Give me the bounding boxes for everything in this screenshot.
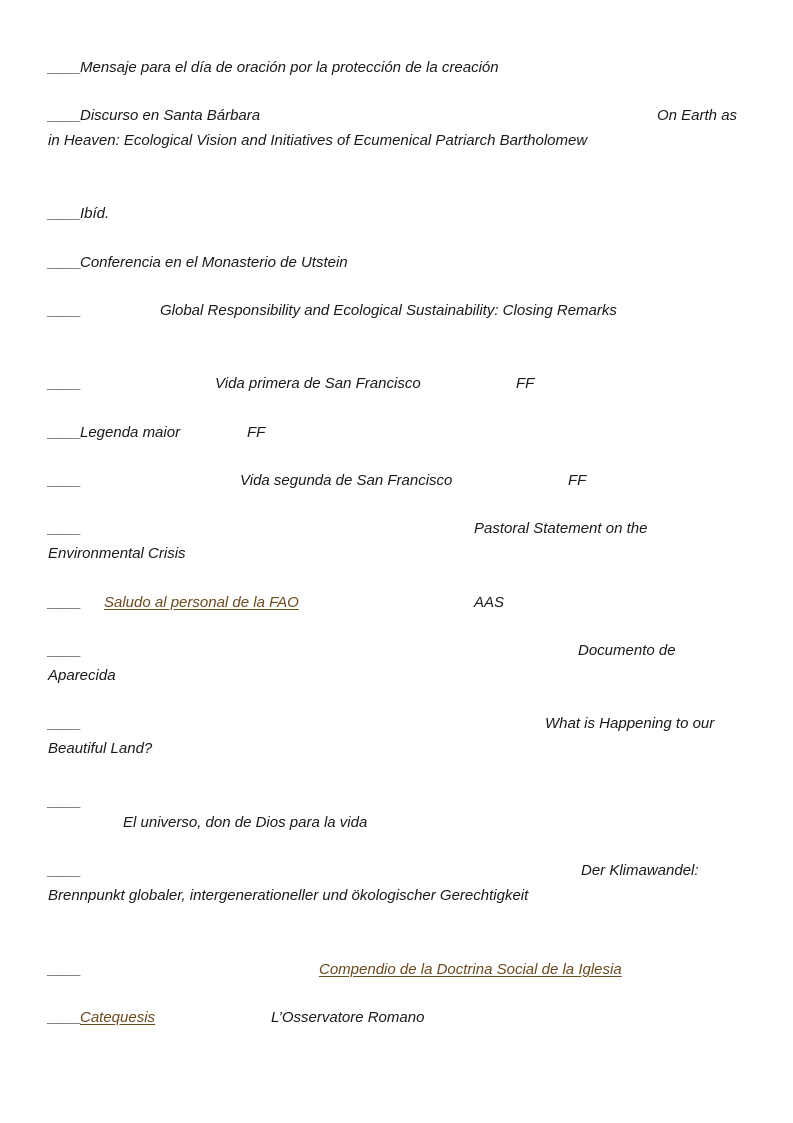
catechesis-link[interactable]: Catequesis <box>80 1009 156 1026</box>
note-blank: ____ <box>48 424 82 441</box>
note-blank: ____ <box>48 59 82 76</box>
note-source: FF <box>247 424 266 441</box>
fao-address-link[interactable]: Saludo al personal de la FAO <box>104 594 299 611</box>
note-blank: ____ <box>48 205 82 222</box>
note-title-continued: Beautiful Land? <box>48 740 153 757</box>
note-title-continued: Aparecida <box>48 667 116 684</box>
note-blank: ____ <box>48 375 82 392</box>
compendium-link[interactable]: Compendio de la Doctrina Social de la Iglesia <box>319 961 622 978</box>
note-blank: ____ <box>48 715 82 732</box>
note-source: AAS <box>474 594 505 611</box>
note-source: L’Osservatore Romano <box>271 1009 425 1026</box>
note-blank: ____ <box>48 594 82 611</box>
note-title: Ibíd. <box>80 205 110 222</box>
note-blank: ____ <box>48 1009 82 1026</box>
note-title: Discurso en Santa Bárbara <box>80 107 261 124</box>
note-title: Vida segunda de San Francisco <box>240 472 453 489</box>
note-blank: ____ <box>48 302 82 319</box>
note-title: Legenda maior <box>80 424 181 441</box>
note-title: Conferencia en el Monasterio de Utstein <box>80 254 348 271</box>
note-blank: ____ <box>48 862 82 879</box>
note-title: El universo, don de Dios para la vida <box>123 814 368 831</box>
note-source: FF <box>568 472 587 489</box>
note-source: FF <box>516 375 535 392</box>
note-title: Mensaje para el día de oración por la protección de la creación <box>80 59 499 76</box>
note-title: Der Klimawandel: <box>581 862 699 879</box>
note-title: Vida primera de San Francisco <box>215 375 421 392</box>
note-title: Documento de <box>578 642 676 659</box>
note-blank: ____ <box>48 520 82 537</box>
note-title: On Earth as <box>657 107 738 124</box>
note-blank: ____ <box>48 254 82 271</box>
note-title-continued: in Heaven: Ecological Vision and Initiatives of Ecumenical Patriarch Bartholomew <box>48 132 588 149</box>
note-blank: ____ <box>48 961 82 978</box>
note-title: What is Happening to our <box>545 715 715 732</box>
note-title-continued: Environmental Crisis <box>48 545 186 562</box>
note-blank: ____ <box>48 793 82 810</box>
note-title-continued: Brennpunkt globaler, intergenerationeller und ökologischer Gerechtigkeit <box>48 887 529 904</box>
note-blank: ____ <box>48 472 82 489</box>
note-blank: ____ <box>48 642 82 659</box>
note-blank: ____ <box>48 107 82 124</box>
note-title: Global Responsibility and Ecological Sustainability: Closing Remarks <box>160 302 617 319</box>
note-title: Pastoral Statement on the <box>474 520 648 537</box>
